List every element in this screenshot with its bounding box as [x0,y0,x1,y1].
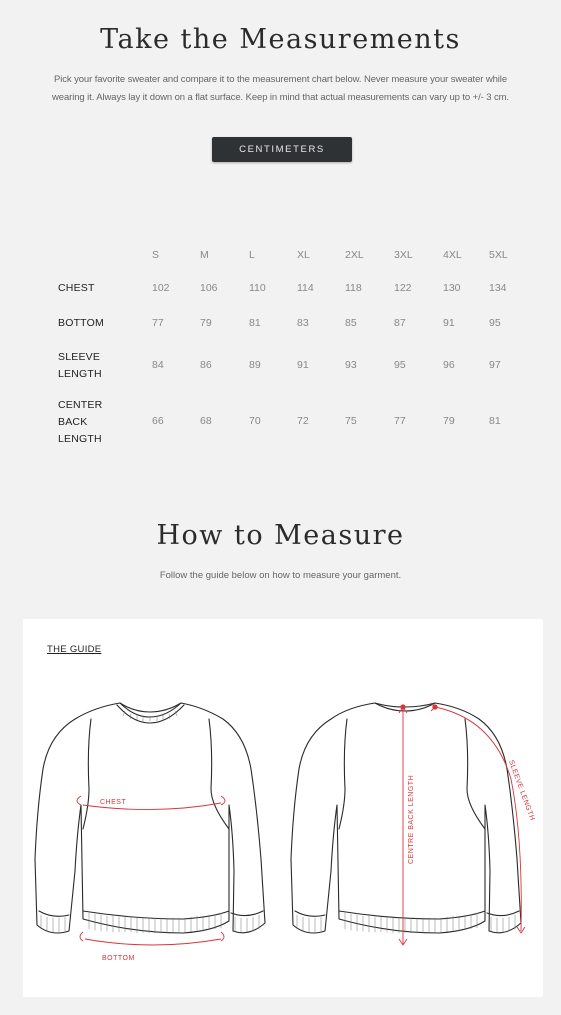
row-label-line: LENGTH [58,433,102,445]
measurement-cell: 77 [394,415,406,427]
measurement-cell: 77 [152,317,164,329]
how-to-measure-subtitle: Follow the guide below on how to measure your garment. [159,570,402,581]
size-table [0,0,561,470]
sweater-measurement-illustration [23,619,543,997]
measurement-cell: 85 [345,317,357,329]
measurement-cell: 79 [200,317,212,329]
measurement-cell: 93 [345,359,357,371]
bottom-right-marker [221,932,224,941]
chest-label: CHEST [100,799,127,806]
measurement-cell: 81 [489,415,501,427]
chest-left-marker [77,796,81,805]
the-guide-link[interactable]: THE GUIDE [47,644,102,655]
centre-back-length-label: CENTRE BACK LENGTH [408,774,415,864]
size-header: 5XL [489,249,508,261]
row-label-line: CHEST [58,282,95,294]
measurement-cell: 110 [249,282,266,294]
size-header: XL [297,249,310,261]
measurement-cell: 130 [443,282,461,294]
measurement-cell: 81 [249,317,261,329]
size-header: 3XL [394,249,413,261]
row-label [58,280,138,297]
measurement-cell: 95 [394,359,406,371]
guide-panel [23,619,543,997]
measurement-cell: 86 [200,359,212,371]
measurement-cell: 83 [297,317,309,329]
measurement-cell: 72 [297,415,309,427]
back-sweater-drawing [291,703,521,933]
sleeve-top-dot [433,705,437,709]
measurement-cell: 97 [489,359,501,371]
intro-line: Pick your favorite sweater and compare it to the measurement chart below. Never measure your sweater while [54,74,507,85]
size-header: 2XL [345,249,364,261]
front-sweater-drawing [35,703,265,933]
measurement-cell: 66 [152,415,164,427]
measurement-cell: 89 [249,359,261,371]
measurement-cell: 68 [200,415,212,427]
row-label-line: BOTTOM [58,317,104,329]
bottom-label: BOTTOM [102,955,135,962]
measurement-cell: 118 [345,282,362,294]
size-header: S [152,249,160,261]
row-label-line: BACK [58,416,88,428]
centimeters-button[interactable]: CENTIMETERS [212,137,352,162]
measurement-cell: 87 [394,317,406,329]
size-header: 4XL [443,249,462,261]
measurement-cell: 70 [249,415,261,427]
bottom-line [85,939,221,945]
row-label-line: CENTER [58,399,103,411]
sleeve-length-label: SLEEVE LENGTH [507,759,536,822]
measurement-cell: 102 [152,282,170,294]
measurement-cell: 84 [152,359,164,371]
size-header: M [200,249,209,261]
how-to-measure-title: How to Measure [156,520,405,551]
row-label-line: SLEEVE [58,351,101,363]
measurement-cell: 114 [297,282,314,294]
centre-back-top-dot [401,705,405,709]
row-label [58,315,138,332]
measurement-cell: 134 [489,282,507,294]
page-title: Take the Measurements [100,24,461,55]
row-label-line: LENGTH [58,368,102,380]
bottom-left-marker [80,932,83,941]
measurement-cell: 91 [443,317,455,329]
size-header: L [249,249,255,261]
chest-right-marker [221,796,225,805]
measurement-cell: 79 [443,415,455,427]
measurement-cell: 95 [489,317,501,329]
row-label [58,397,138,448]
intro-line: wearing it. Always lay it down on a flat surface. Keep in mind that actual measurements can vary up to +/- 3 cm. [52,92,509,103]
measurement-cell: 122 [394,282,412,294]
measurement-cell: 91 [297,359,309,371]
measurement-guides [77,703,525,945]
measurement-cell: 106 [200,282,218,294]
measurement-cell: 75 [345,415,357,427]
measurement-cell: 96 [443,359,455,371]
row-label [58,349,138,383]
